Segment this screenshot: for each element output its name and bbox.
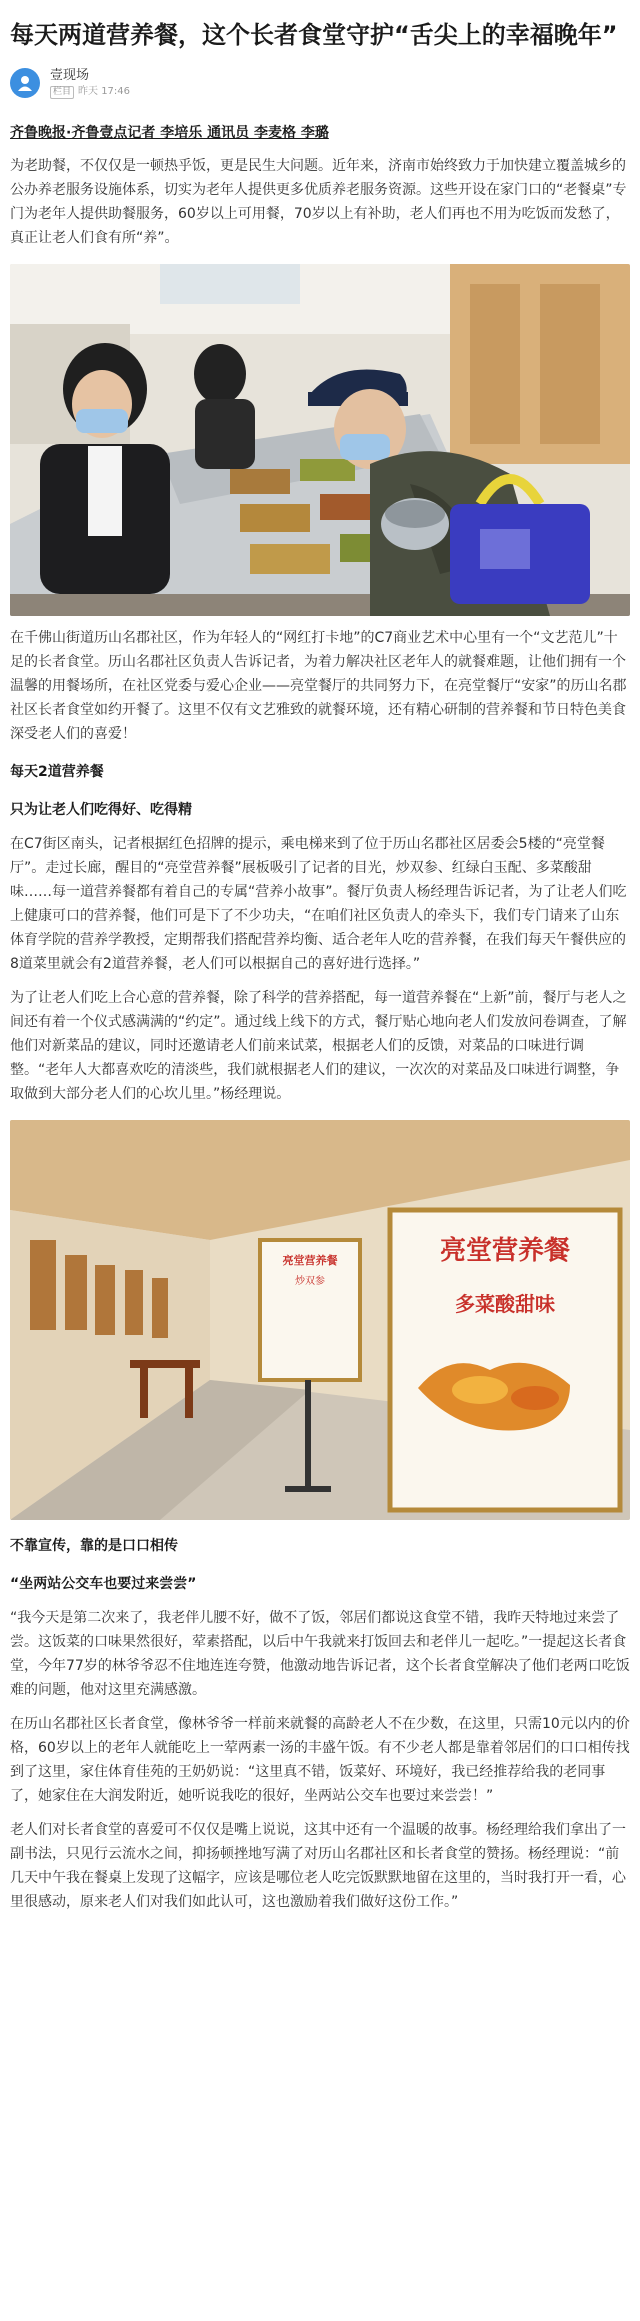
author-name[interactable]: 壹现场 (50, 67, 90, 83)
subheading-2: “坐两站公交车也要过来尝尝” (10, 1576, 197, 1592)
avatar-icon (15, 73, 35, 93)
small-poster-title: 亮堂营养餐 (282, 1254, 338, 1267)
poster-dish: 多菜酸甜味 (455, 1292, 555, 1316)
author-avatar[interactable] (10, 68, 40, 98)
paragraph-1: 为老助餐，不仅仅是一顿热乎饭，更是民生大问题。近年来，济南市始终致力于加快建立覆盖城乡的公办养老服务设施体系，切实为老年人提供更多优质养老服务资源。这些开设在家门口的“老餐桌”专门为老年人提供助餐服务，60岁以上可用餐，70岁以上有补助，老人们再也不用为吃饭而发愁了，真正让老人们食有所“养”。 (10, 158, 627, 246)
paragraph-5: “我今天是第二次来了，我老伴儿腰不好，做不了饭，邻居们都说这食堂不错，我昨天特地过来尝了尝。这饭菜的口味果然很好，荤素搭配，以后中午我就来打饭回去和老伴儿一起吃。”一提起这长者食堂，今年77岁的林爷爷忍不住地连连夸赞，他激动地告诉记者，这个长者食堂解决了他们老两口吃饭难的问题，他对这里充满感激。 (10, 1610, 630, 1698)
paragraph-7: 老人们对长者食堂的喜爱可不仅仅是嘴上说说，这其中还有一个温暖的故事。杨经理给我们拿出了一副书法，只见行云流水之间，抑扬顿挫地写满了对历山名郡社区和长者食堂的赞扬。杨经理说：“前几天中午我在餐桌上发现了这幅字，应该是哪位老人吃完饭默默地留在这里的，当时我打开一看，心里很感动，原来老人们对我们如此认可，这也激励着我们做好这份工作。” (10, 1822, 626, 1910)
paragraph-2: 在千佛山街道历山名郡社区，作为年轻人的“网红打卡地”的C7商业艺术中心里有一个“文艺范儿”十足的长者食堂。历山名郡社区负责人告诉记者，为着力解决社区老年人的就餐难题，让他们拥有一个温馨的用餐场所，在社区党委与爱心企业——亮堂餐厅的共同努力下，在亮堂餐厅“安家”的历山名郡社区长者食堂如约开餐了。这里不仅有文艺雅致的就餐环境，还有精心研制的营养餐和节日特色美食深受老人们的喜爱！ (10, 630, 627, 742)
article-title: 每天两道营养餐，这个长者食堂守护“舌尖上的幸福晚年” (10, 21, 618, 49)
poster-title: 亮堂营养餐 (439, 1236, 570, 1266)
author-badge: 栏目 (50, 86, 74, 99)
paragraph-3: 在C7街区南头，记者根据红色招牌的提示，乘电梯来到了位于历山名郡社区居委会5楼的“亮堂餐厅”。走过长廊，醒目的“亮堂营养餐”展板吸引了记者的目光，炒双参、红绿白玉配、多菜酸甜味……每一道营养餐都有着自己的专属“营养小故事”。餐厅负责人杨经理告诉记者，为了让老人们吃上健康可口的营养餐，他们可是下了不少功夫，“在咱们社区负责人的牵头下，我们专门请来了山东体育学院的营养学教授，定期帮我们搭配营养均衡、适合老年人吃的营养餐，在我们每天午餐供应的8道菜里就会有2道营养餐，老人们可以根据自己的喜好进行选择。” (10, 836, 627, 972)
paragraph-6: 在历山名郡社区长者食堂，像林爷爷一样前来就餐的高龄老人不在少数，在这里，只需10元以内的价格，60岁以上的老年人就能吃上一荤两素一汤的丰盛午饭。有不少老人都是靠着邻居们的口口相传找到了这里，家住体育佳苑的王奶奶说：“这里真不错，饭菜好、环境好，我已经推荐给我的老同事了，她家住在大润发附近，她听说我吃的很好，坐两站公交车也要过来尝尝！” (10, 1716, 630, 1804)
canteen-counter-photo (10, 264, 630, 616)
small-poster-dish: 炒双参 (295, 1276, 325, 1287)
author-bar (10, 66, 630, 100)
paragraph-4: 为了让老人们吃上合心意的营养餐，除了科学的营养搭配，每一道营养餐在“上新”前，餐厅与老人之间还有着一个仪式感满满的“约定”。通过线上线下的方式，餐厅贴心地向老人们发放问卷调查，了解他们对新菜品的建议，同时还邀请老人们前来试菜，根据老人们的反馈，对菜品的口味进行调整。“老年人大都喜欢吃的清淡些，我们就根据老人们的建议，一次次的对菜品及口味进行调整，争取做到大部分老人们的心坎儿里。”杨经理说。 (10, 990, 627, 1102)
section-heading-1: 每天2道营养餐 (10, 764, 104, 780)
byline: 齐鲁晚报·齐鲁壹点记者 李培乐 通讯员 李麦格 李璐 (10, 125, 329, 141)
section-heading-2: 不靠宣传，靠的是口口相传 (10, 1538, 178, 1554)
publish-time: 昨天 17:46 (78, 86, 131, 97)
subheading-1: 只为让老人们吃得好、吃得精 (10, 802, 192, 818)
corridor-poster-photo (10, 1120, 630, 1520)
